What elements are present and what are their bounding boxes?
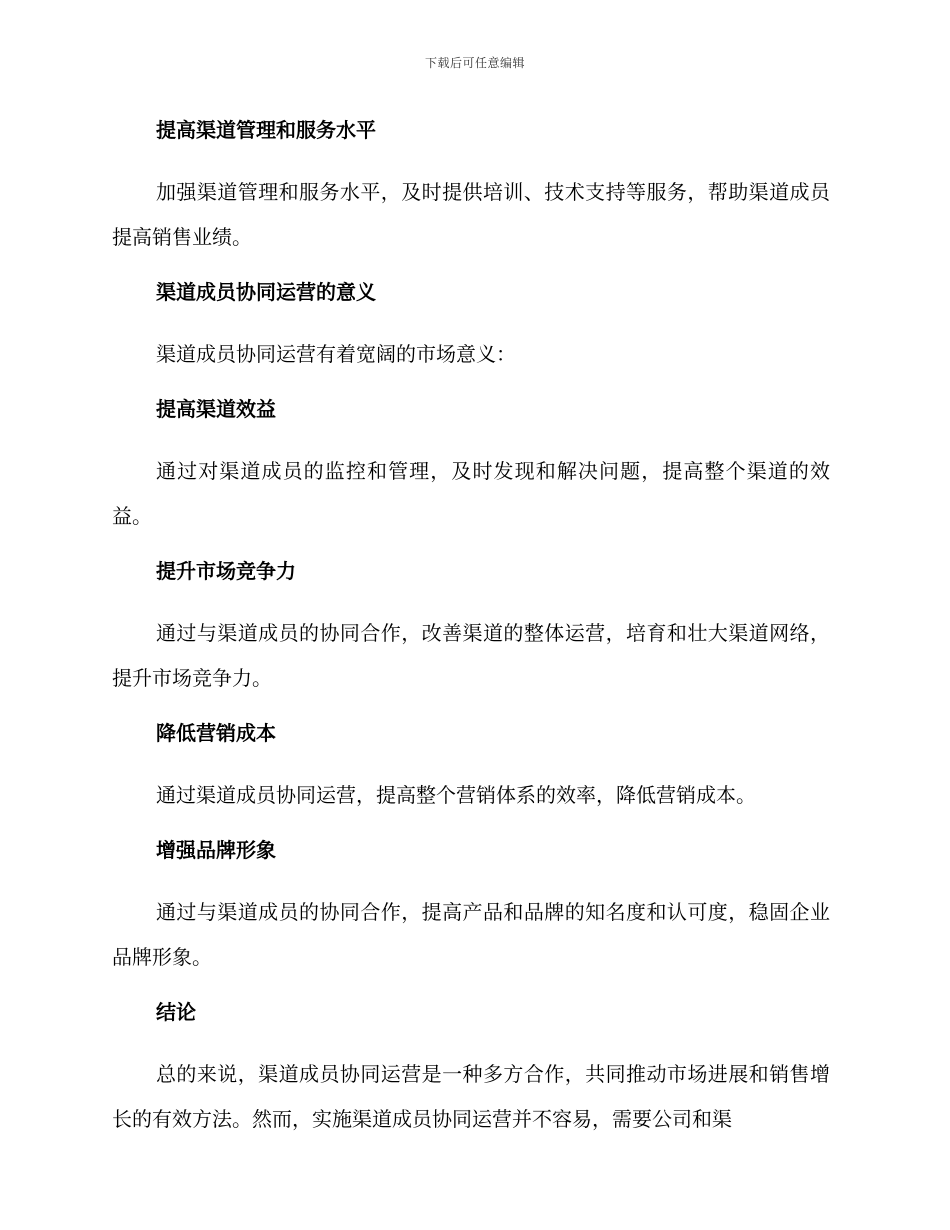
section-paragraph: 渠道成员协同运营有着宽阔的市场意义：: [156, 342, 516, 366]
header-note: 下载后可任意编辑: [424, 56, 525, 70]
section: [112, 112, 830, 274]
section: [112, 274, 830, 391]
section: [112, 832, 830, 994]
section-heading: 提高渠道管理和服务水平: [156, 118, 376, 142]
section-heading: 渠道成员协同运营的意义: [156, 280, 376, 304]
section-paragraph: 通过对渠道成员的监控和管理，及时发现和解决问题，提高整个渠道的效益。: [112, 459, 830, 528]
section-heading: 提升市场竞争力: [156, 559, 296, 583]
section-paragraph: 总的来说，渠道成员协同运营是一种多方合作，共同推动市场进展和销售增长的有效方法。然而，实施渠道成员协同运营并不容易，需要公司和渠: [112, 1062, 830, 1131]
section-paragraph: 加强渠道管理和服务水平，及时提供培训、技术支持等服务，帮助渠道成员提高销售业绩。: [112, 180, 830, 249]
section-heading: 增强品牌形象: [156, 838, 276, 862]
section: [112, 391, 830, 553]
section: [112, 553, 830, 715]
section-heading: 结论: [156, 1000, 196, 1024]
section-heading: 降低营销成本: [156, 721, 276, 745]
section-paragraph: 通过与渠道成员的协同合作，改善渠道的整体运营，培育和壮大渠道网络，提升市场竞争力。: [112, 621, 830, 690]
section: [112, 715, 830, 832]
section-paragraph: 通过渠道成员协同运营，提高整个营销体系的效率，降低营销成本。: [156, 783, 756, 807]
section: [112, 994, 830, 1142]
section-heading: 提高渠道效益: [156, 397, 276, 421]
document-body: [112, 112, 830, 1142]
section-paragraph: 通过与渠道成员的协同合作，提高产品和品牌的知名度和认可度，稳固企业品牌形象。: [112, 900, 830, 969]
